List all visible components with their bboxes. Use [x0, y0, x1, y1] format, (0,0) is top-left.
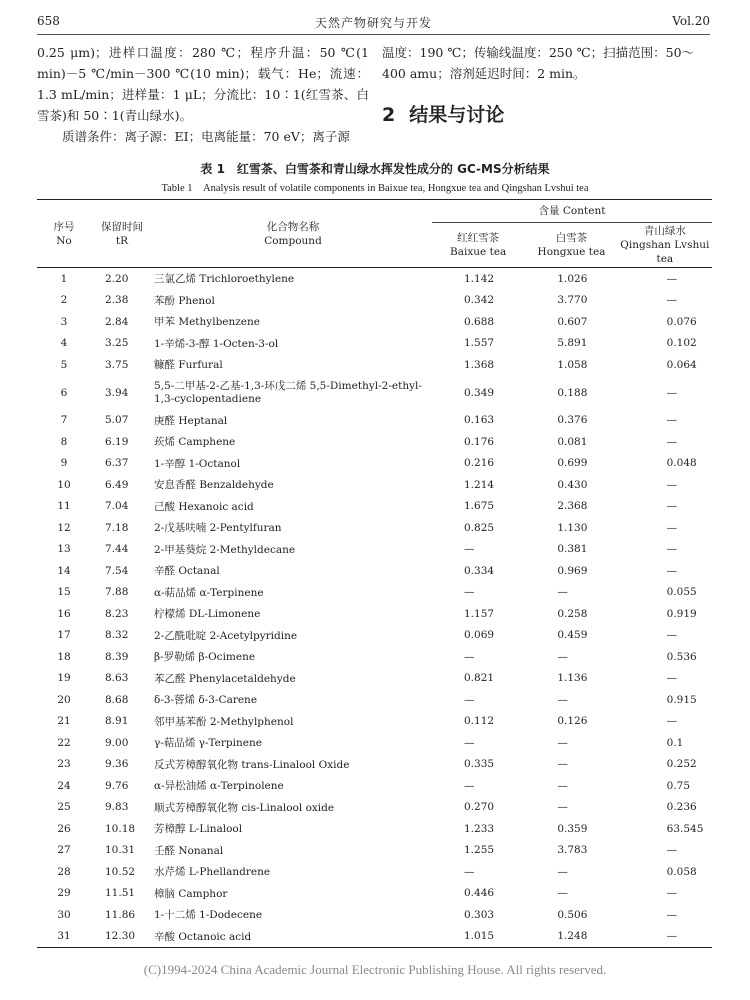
cell-content-1: 0.069 [464, 629, 495, 642]
cell-content-2: 1.026 [557, 272, 588, 285]
cell-content-1: 1.142 [464, 272, 495, 285]
cell-retention-time: 9.36 [105, 758, 129, 771]
table-row [37, 861, 712, 883]
cell-compound: 柠檬烯 DL-Limonene [154, 608, 261, 621]
section-title: 结果与讨论 [409, 104, 505, 126]
header-col1-en: Baixue tea [450, 246, 507, 258]
left-column [37, 42, 369, 147]
table-caption-en: Table 1 Analysis result of volatile components in Baixue tea, Hongxue tea and Qingshan Lvshui tea [161, 183, 589, 194]
cell-retention-time: 8.63 [105, 672, 129, 685]
cell-retention-time: 8.23 [105, 607, 129, 620]
cell-content-2: 0.381 [557, 543, 588, 556]
table-row [37, 376, 712, 410]
cell-no: 31 [37, 926, 91, 948]
header-no-cn: 序号 [53, 220, 75, 233]
cell-retention-time: 11.51 [105, 887, 136, 900]
results-table-wrapper [37, 199, 712, 948]
table-row [37, 453, 712, 475]
cell-content-2: — [557, 865, 568, 878]
cell-content-1: 1.557 [464, 337, 495, 350]
cell-retention-time: 5.07 [105, 414, 129, 427]
cell-content-3: 0.236 [666, 801, 697, 814]
cell-compound: 5,5-二甲基-2-乙基-1,3-环戊二烯 5,5-Dimethyl-2-ethyl-1,3-cyclopentadiene [154, 379, 422, 405]
cell-compound: α-萜品烯 α-Terpinene [154, 586, 264, 599]
cell-compound: 辛酸 Octanoic acid [154, 926, 432, 948]
header-compound-cn: 化合物名称 [266, 220, 320, 233]
cell-content-2: 0.969 [557, 564, 588, 577]
cell-content-3: 0.915 [666, 693, 697, 706]
cell-content-1: 0.216 [464, 457, 495, 470]
cell-no: 20 [57, 693, 71, 706]
cell-retention-time: 10.18 [105, 822, 136, 835]
cell-content-2: — [557, 801, 568, 814]
cell-content-1: 1.214 [464, 478, 495, 491]
cell-content-2: 3.783 [557, 844, 588, 857]
cell-content-3: — [666, 543, 678, 556]
cell-content-2: 1.248 [525, 926, 618, 948]
table-row [37, 775, 712, 797]
cell-retention-time: 8.32 [105, 629, 129, 642]
cell-no: 15 [57, 586, 71, 599]
cell-content-1: 0.112 [464, 715, 495, 728]
cell-compound: 2-甲基葵烷 2-Methyldecane [154, 543, 296, 556]
cell-no: 12 [57, 521, 71, 534]
cell-no: 26 [57, 822, 71, 835]
cell-content-2: — [557, 693, 568, 706]
cell-compound: 莰烯 Camphene [154, 436, 236, 449]
cell-content-3: 0.102 [666, 337, 697, 350]
cell-retention-time: 8.39 [105, 650, 129, 663]
cell-content-1: — [464, 650, 475, 663]
right-column [382, 42, 712, 84]
cell-compound: 反式芳樟醇氧化物 trans-Linalool Oxide [154, 758, 350, 771]
cell-retention-time: 3.75 [105, 358, 129, 371]
cell-content-1: — [464, 865, 475, 878]
cell-no: 25 [57, 801, 71, 814]
table-row [37, 926, 712, 948]
cell-retention-time: 9.83 [105, 801, 129, 814]
copyright-footer: (C)1994-2024 China Academic Journal Electronic Publishing House. All rights reserved. [143, 962, 607, 977]
table-row [37, 354, 712, 376]
cell-content-3: — [666, 564, 678, 577]
cell-content-3: — [666, 500, 678, 513]
cell-content-1: 0.270 [464, 801, 495, 814]
cell-content-3: — [666, 386, 678, 399]
table-row [37, 668, 712, 690]
header-col3-en: Qingshan Lvshui tea [620, 239, 710, 265]
cell-content-3: 0.252 [666, 758, 697, 771]
cell-content-2: 0.359 [557, 822, 588, 835]
cell-compound: 安息香醛 Benzaldehyde [154, 479, 274, 492]
table-row [37, 904, 712, 926]
cell-content-3: — [666, 414, 678, 427]
cell-compound: 邻甲基苯酚 2-Methylphenol [154, 715, 294, 728]
header-no-en: No [56, 234, 72, 247]
table-row [37, 560, 712, 582]
header-content: 含量 Content [432, 200, 712, 223]
cell-no: 14 [57, 564, 71, 577]
table-row [37, 431, 712, 453]
cell-content-2: 0.081 [557, 435, 588, 448]
cell-retention-time: 7.04 [105, 500, 129, 513]
table-row [37, 311, 712, 333]
cell-retention-time: 12.30 [91, 926, 154, 948]
cell-content-2: 0.188 [557, 386, 588, 399]
cell-retention-time: 2.20 [105, 272, 129, 285]
cell-compound: 苯酚 Phenol [154, 294, 215, 307]
page-number: 658 [37, 14, 60, 28]
cell-retention-time: 10.31 [105, 844, 136, 857]
cell-content-2: 2.368 [557, 500, 588, 513]
cell-content-1: 1.157 [464, 607, 495, 620]
cell-retention-time: 6.37 [105, 457, 129, 470]
table-row [37, 754, 712, 776]
header-compound [154, 200, 432, 268]
cell-content-1: 0.334 [464, 564, 495, 577]
cell-content-2: 1.130 [557, 521, 588, 534]
header-col3 [619, 223, 712, 268]
cell-content-3: — [666, 272, 678, 285]
cell-no: 27 [57, 844, 71, 857]
cell-content-1: — [464, 779, 475, 792]
header-col3-cn: 青山绿水 [643, 225, 686, 237]
cell-no: 16 [57, 607, 71, 620]
cell-content-2: 0.699 [557, 457, 588, 470]
cell-content-3: 63.545 [666, 822, 704, 835]
cell-content-2: 5.891 [557, 337, 588, 350]
cell-content-3: — [666, 521, 678, 534]
cell-content-2: 0.376 [557, 414, 588, 427]
table-row [37, 732, 712, 754]
table-row [37, 290, 712, 312]
cell-compound: α-异松油烯 α-Terpinolene [154, 780, 284, 793]
table-row [37, 689, 712, 711]
cell-content-3: 0.75 [666, 779, 691, 792]
cell-retention-time: 7.18 [105, 521, 129, 534]
table-row [37, 496, 712, 518]
header-col2 [525, 223, 618, 268]
cell-no: 1 [60, 272, 68, 285]
cell-retention-time: 9.76 [105, 779, 129, 792]
cell-no: 28 [57, 865, 71, 878]
cell-content-3: — [666, 435, 678, 448]
table-body [37, 268, 712, 948]
cell-content-1: 0.342 [464, 294, 495, 307]
cell-content-2: — [557, 887, 568, 900]
cell-retention-time: 2.38 [105, 294, 129, 307]
cell-compound: 三氯乙烯 Trichloroethylene [154, 273, 295, 286]
cell-compound: 糠醛 Furfural [154, 359, 223, 372]
cell-content-2: 0.607 [557, 315, 588, 328]
header-retention-time [91, 200, 154, 268]
cell-no: 11 [57, 500, 71, 513]
ms-conditions-paragraph: 质谱条件：离子源：EI；电离能量：70 eV；离子源 [62, 129, 350, 144]
cell-retention-time: 7.54 [105, 564, 129, 577]
cell-content-1: 1.368 [464, 358, 495, 371]
cell-content-2: 0.459 [557, 629, 588, 642]
cell-retention-time: 7.88 [105, 586, 129, 599]
table-row [37, 410, 712, 432]
section-heading [382, 100, 504, 127]
cell-no: 17 [57, 629, 71, 642]
cell-content-1: 0.303 [464, 908, 495, 921]
cell-no: 10 [57, 478, 71, 491]
cell-content-3: 0.064 [666, 358, 697, 371]
cell-content-2: — [557, 650, 568, 663]
table-row [37, 883, 712, 905]
cell-content-2: 1.058 [557, 358, 588, 371]
cell-no: 18 [57, 650, 71, 663]
table-row [37, 333, 712, 355]
cell-content-1: — [464, 693, 475, 706]
cell-content-2: — [557, 779, 568, 792]
cell-content-1: 1.255 [464, 844, 495, 857]
cell-compound: 樟脑 Camphor [154, 887, 228, 900]
cell-content-3: — [619, 926, 712, 948]
cell-content-1: 0.821 [464, 672, 495, 685]
cell-no: 30 [57, 908, 71, 921]
cell-content-3: — [666, 294, 678, 307]
cell-retention-time: 10.52 [105, 865, 136, 878]
table-row [37, 268, 712, 290]
cell-content-2: 0.258 [557, 607, 588, 620]
cell-content-2: 0.126 [557, 715, 588, 728]
table-caption-cn: 表 1 红雪茶、白雪茶和青山绿水挥发性成分的 GC-MS分析结果 [200, 162, 550, 176]
cell-no: 6 [60, 386, 68, 399]
results-table [37, 199, 712, 948]
cell-content-1: 0.825 [464, 521, 495, 534]
cell-no: 24 [57, 779, 71, 792]
cell-content-1: 0.163 [464, 414, 495, 427]
cell-retention-time: 8.91 [105, 715, 129, 728]
cell-compound: 苯乙醛 Phenylacetaldehyde [154, 672, 296, 685]
cell-content-3: — [666, 672, 678, 685]
cell-content-2: — [557, 736, 568, 749]
cell-retention-time: 7.44 [105, 543, 129, 556]
cell-compound: 顺式芳樟醇氧化物 cis-Linalool oxide [154, 801, 335, 814]
header-rt-en: tR [115, 234, 129, 247]
page-header [37, 10, 710, 35]
cell-content-1: 0.176 [464, 435, 495, 448]
cell-content-1: 0.688 [464, 315, 495, 328]
cell-content-1: 1.233 [464, 822, 495, 835]
table-row [37, 797, 712, 819]
table-header [37, 200, 712, 268]
cell-compound: 2-戊基呋喃 2-Pentylfuran [154, 522, 282, 535]
cell-content-2: — [557, 586, 568, 599]
cell-content-1: — [464, 586, 475, 599]
cell-content-2: 1.136 [557, 672, 588, 685]
table-row [37, 517, 712, 539]
cell-content-2: 0.506 [557, 908, 588, 921]
cell-retention-time: 6.19 [105, 435, 129, 448]
cell-content-2: 0.430 [557, 478, 588, 491]
cell-no: 7 [60, 414, 68, 427]
cell-content-3: — [666, 908, 678, 921]
cell-content-3: 0.076 [666, 315, 697, 328]
table-row [37, 603, 712, 625]
cell-content-3: — [666, 715, 678, 728]
cell-content-1: — [464, 543, 475, 556]
cell-content-1: 0.335 [464, 758, 495, 771]
cell-no: 29 [57, 887, 71, 900]
table-row [37, 840, 712, 862]
volume-label: Vol.20 [672, 14, 710, 28]
cell-retention-time: 9.00 [105, 736, 129, 749]
journal-title: 天然产物研究与开发 [314, 16, 432, 30]
cell-no: 2 [60, 294, 68, 307]
table-row [37, 711, 712, 733]
cell-retention-time: 3.94 [105, 386, 129, 399]
cell-compound: 甲苯 Methylbenzene [154, 316, 260, 329]
cell-compound: 壬醛 Nonanal [154, 844, 224, 857]
cell-no: 21 [57, 715, 71, 728]
cell-no: 4 [60, 337, 68, 350]
header-compound-en: Compound [264, 234, 322, 247]
cell-content-3: — [666, 478, 678, 491]
cell-no: 5 [60, 358, 68, 371]
cell-content-3: 0.055 [666, 586, 697, 599]
header-no [37, 200, 91, 268]
cell-content-1: — [464, 736, 475, 749]
cell-content-3: — [666, 629, 678, 642]
cell-compound: β-罗勒烯 β-Ocimene [154, 651, 256, 664]
table-row [37, 474, 712, 496]
cell-compound: 2-乙酰吡啶 2-Acetylpyridine [154, 629, 298, 642]
cell-retention-time: 11.86 [105, 908, 136, 921]
header-rt-cn: 保留时间 [101, 220, 143, 233]
cell-compound: 辛醛 Octanal [154, 565, 220, 578]
cell-content-3: 0.1 [666, 736, 684, 749]
cell-content-1: 1.015 [432, 926, 525, 948]
cell-retention-time: 8.68 [105, 693, 129, 706]
header-col1-cn: 红红雪茶 [457, 232, 500, 244]
cell-no: 19 [57, 672, 71, 685]
cell-compound: 庚醛 Heptanal [154, 414, 228, 427]
header-col2-cn: 白雪茶 [555, 232, 588, 244]
header-col2-en: Hongxue tea [537, 246, 606, 258]
header-col1 [432, 223, 525, 268]
table-row [37, 818, 712, 840]
cell-retention-time: 2.84 [105, 315, 129, 328]
cell-content-3: 0.048 [666, 457, 697, 470]
cell-content-2: 3.770 [557, 294, 588, 307]
cell-no: 9 [60, 457, 68, 470]
cell-no: 13 [57, 543, 71, 556]
cell-compound: 1-辛烯-3-醇 1-Octen-3-ol [154, 337, 279, 350]
cell-compound: 水芹烯 L-Phellandrene [154, 866, 271, 879]
cell-content-3: — [666, 887, 678, 900]
cell-compound: 己酸 Hexanoic acid [154, 500, 254, 513]
cell-no: 22 [57, 736, 71, 749]
cell-content-1: 1.675 [464, 500, 495, 513]
cell-content-1: 0.349 [464, 386, 495, 399]
table-row [37, 625, 712, 647]
cell-content-3: — [666, 844, 678, 857]
gc-conditions-paragraph: 0.25 μm)；进样口温度：280 ℃；程序升温：50 ℃(1 min)－5 ℃/min－300 ℃(10 min)；载气：He；流速：1.3 mL/min；进样量：1 μL；分流比：10∶1(红雪茶、白雪茶)和 50∶1(青山绿水)。 [37, 45, 369, 123]
cell-compound: 芳樟醇 L-Linalool [154, 823, 243, 836]
section-number: 2 [382, 104, 396, 126]
cell-retention-time: 6.49 [105, 478, 129, 491]
cell-compound: 1-十二烯 1-Dodecene [154, 909, 263, 922]
cell-content-3: 0.919 [666, 607, 697, 620]
table-row [37, 539, 712, 561]
table-row [37, 582, 712, 604]
cell-content-1: 0.446 [464, 887, 495, 900]
cell-compound: δ-3-蒈烯 δ-3-Carene [154, 694, 258, 707]
cell-no: 8 [60, 435, 68, 448]
cell-content-3: 0.536 [666, 650, 697, 663]
cell-no: 3 [60, 315, 68, 328]
table-row [37, 646, 712, 668]
cell-compound: 1-辛醇 1-Octanol [154, 457, 241, 470]
cell-no: 23 [57, 758, 71, 771]
cell-content-3: 0.058 [666, 865, 697, 878]
cell-content-2: — [557, 758, 568, 771]
cell-retention-time: 3.25 [105, 337, 129, 350]
cell-compound: γ-萜品烯 γ-Terpinene [154, 737, 262, 750]
ms-conditions-continued: 温度：190 ℃；传输线温度：250 ℃；扫描范围：50～400 amu；溶剂延迟时间：2 min。 [382, 45, 695, 81]
